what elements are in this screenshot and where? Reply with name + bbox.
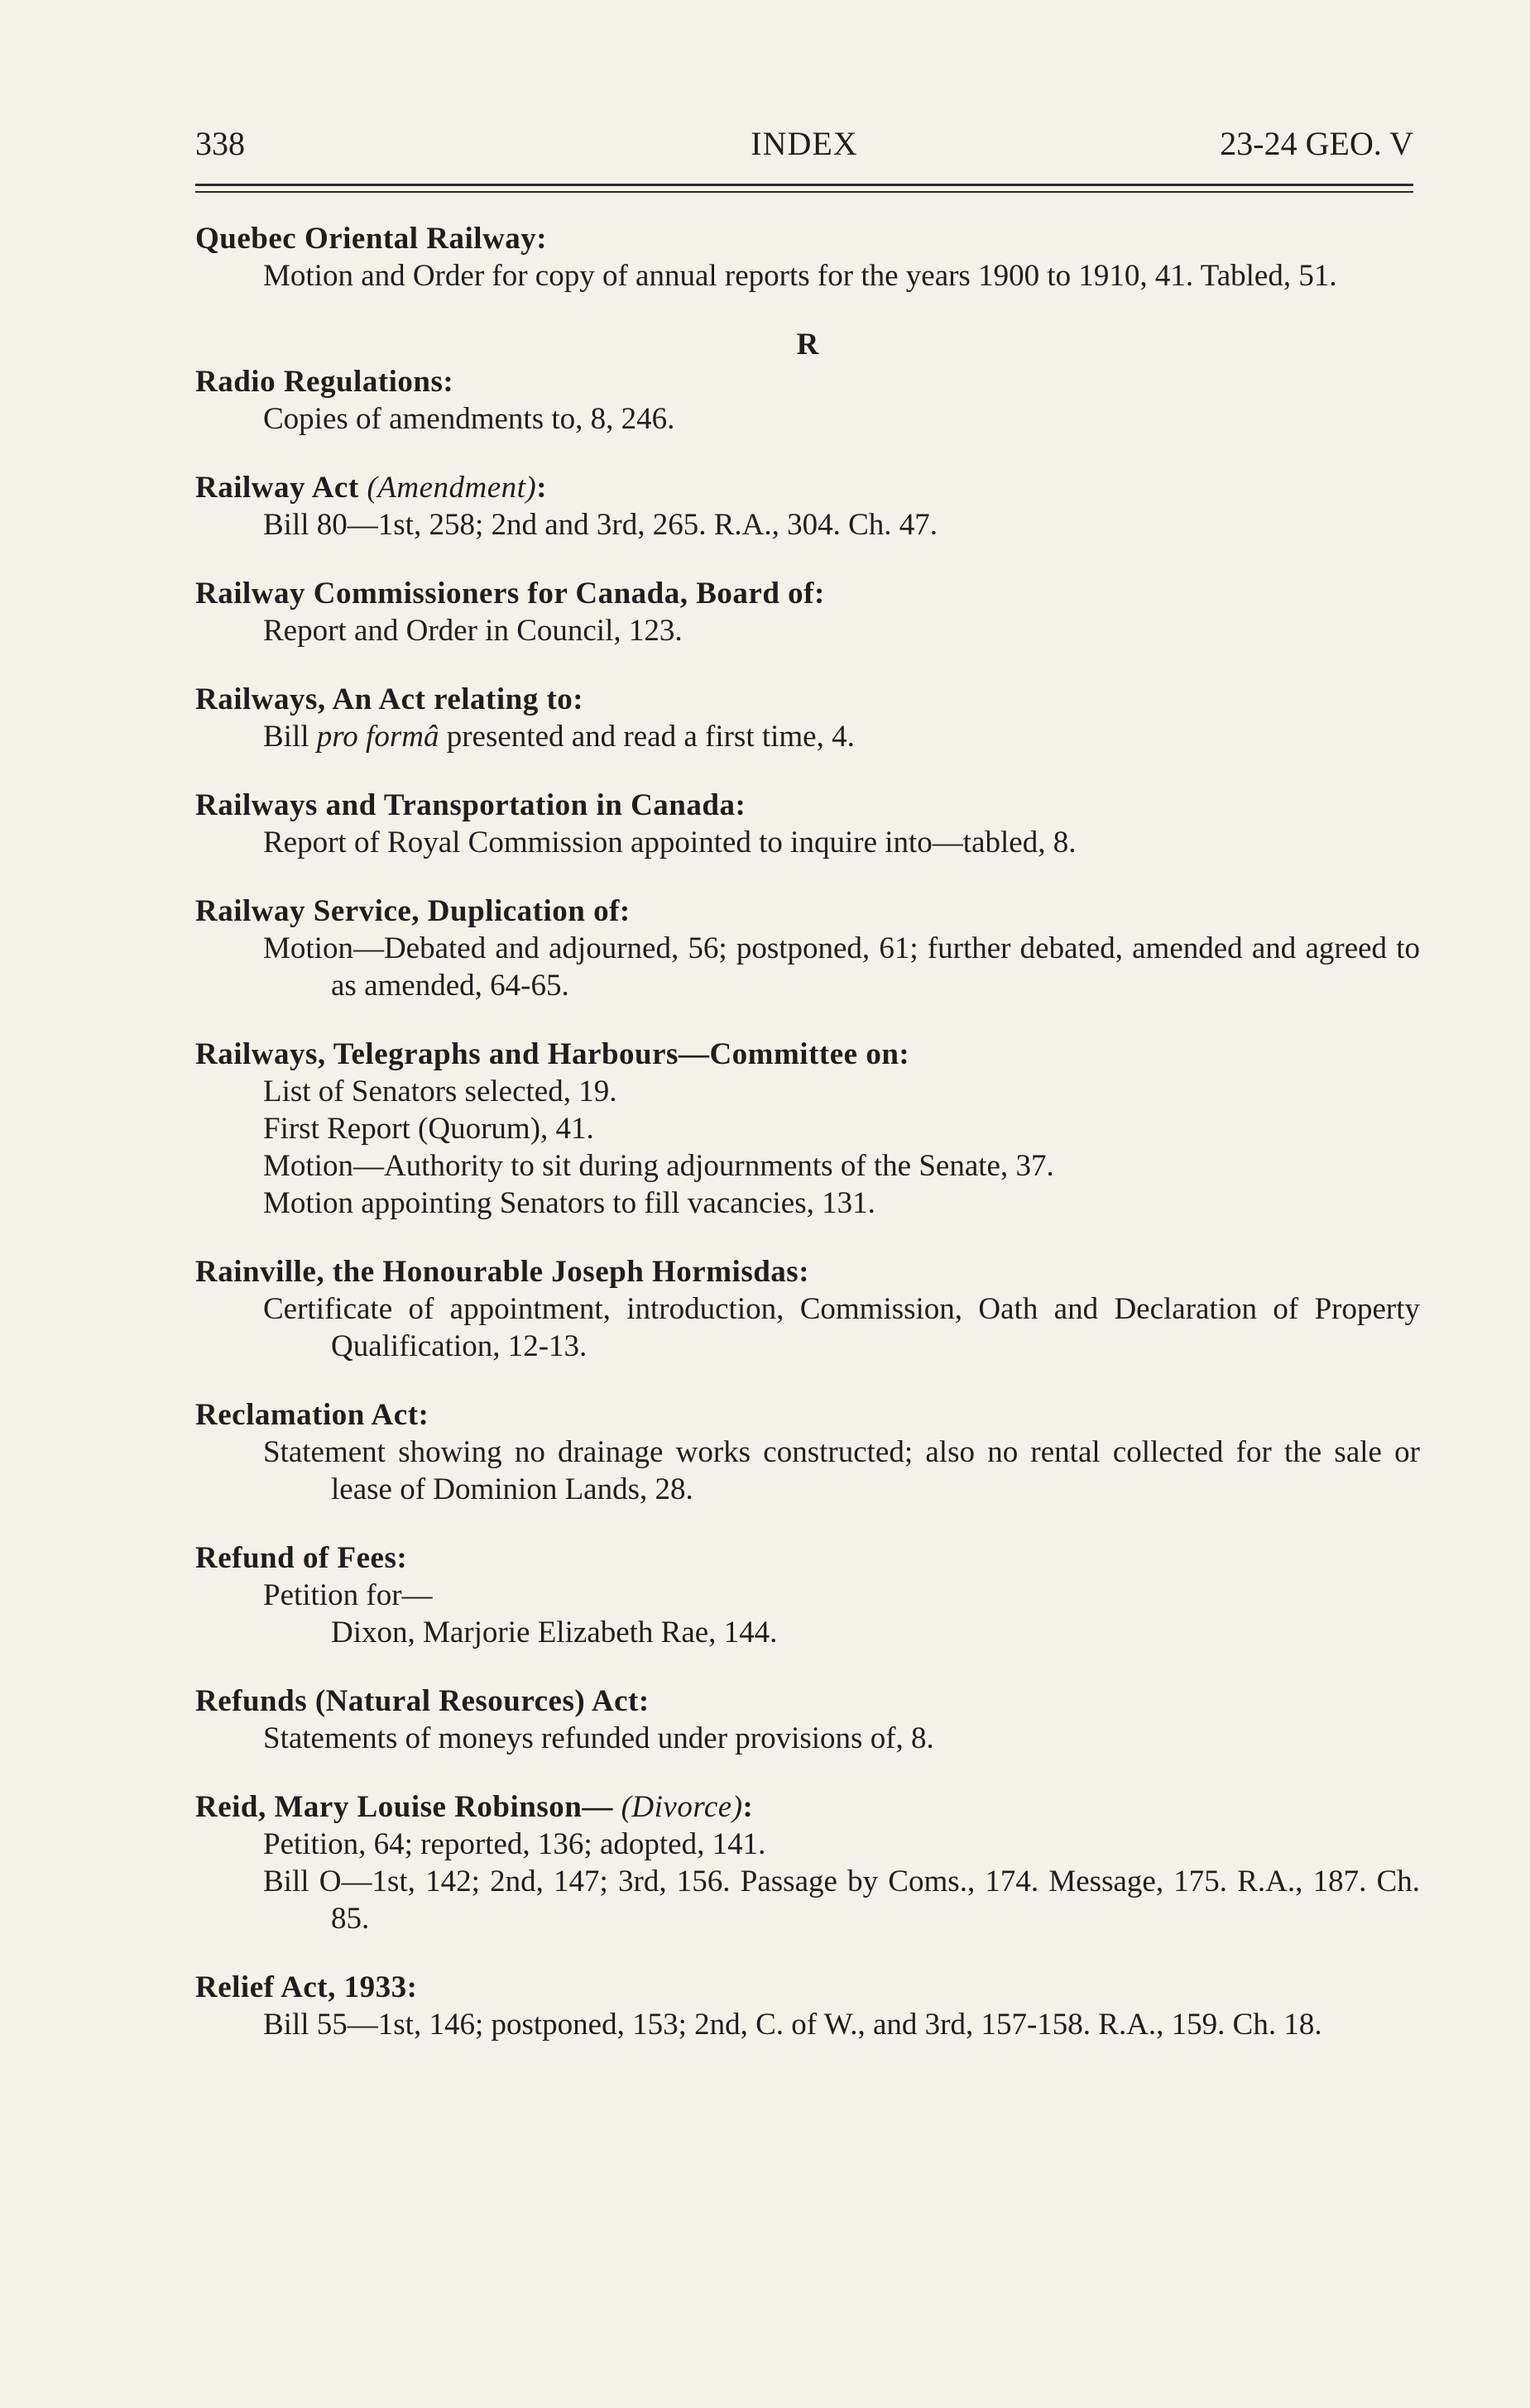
entry-line: Motion appointing Senators to fill vacancies, 131. (263, 1186, 875, 1220)
entry-heading (195, 363, 1420, 400)
entry-heading-text: Radio Regulations: (195, 365, 454, 399)
entry-heading (195, 220, 1420, 257)
entry-heading-text: Railways and Transportation in Canada: (195, 788, 746, 822)
entry-heading (195, 1396, 1420, 1434)
entry-heading-text: Reclamation Act: (195, 1398, 429, 1432)
entry-heading (195, 681, 1420, 718)
entry-line-italic: pro formâ (316, 720, 439, 754)
entry-heading-text: Railway Commissioners for Canada, Board of: (195, 577, 825, 610)
entry-line: First Report (Quorum), 41. (263, 1112, 594, 1146)
entry-heading-text: Refunds (Natural Resources) Act: (195, 1684, 650, 1718)
entry-heading (195, 469, 1420, 506)
page-number: 338 (195, 125, 245, 162)
session-label: 23-24 GEO. V (1220, 125, 1413, 162)
index-entry (195, 1036, 1420, 1222)
entry-line: Motion—Debated and adjourned, 56; postponed, 61; further debated, amended and agreed to as amended, 64-65. (263, 931, 1420, 1003)
entry-line: List of Senators selected, 19. (263, 1075, 617, 1108)
entry-heading-italic: (Divorce) (621, 1790, 743, 1824)
entry-heading (195, 1253, 1420, 1290)
index-entry (195, 363, 1420, 438)
entry-heading (195, 1683, 1420, 1720)
index-entry (195, 1396, 1420, 1508)
index-entry (195, 681, 1420, 755)
index-entry (195, 1253, 1420, 1365)
entries-before-section (195, 220, 1420, 294)
index-entry (195, 1969, 1420, 2043)
header-rule-top (195, 184, 1413, 186)
entry-line: Motion—Authority to sit during adjournments of the Senate, 37. (263, 1149, 1054, 1183)
entry-line: Certificate of appointment, introduction, Commission, Oath and Declaration of Property Qualification, 12-13. (263, 1292, 1420, 1363)
page-title: INDEX (751, 125, 858, 162)
entry-line: Bill 80—1st, 258; 2nd and 3rd, 265. R.A., 304. Ch. 47. (263, 508, 938, 542)
entry-heading-text: Reid, Mary Louise Robinson— (195, 1790, 613, 1824)
entry-line (195, 718, 1420, 755)
entry-line: Copies of amendments to, 8, 246. (263, 402, 675, 436)
index-entry (195, 469, 1420, 543)
index-entry (195, 1788, 1420, 1937)
entry-heading-text: Railway Service, Duplication of: (195, 894, 631, 928)
page-header (195, 121, 1413, 167)
entry-heading (195, 787, 1420, 824)
entry-heading-suffix: : (536, 471, 548, 505)
entry-heading (195, 893, 1420, 930)
section-letter: R (796, 328, 819, 361)
entry-heading-text: Relief Act, 1933: (195, 1970, 418, 2004)
index-entry (195, 1539, 1420, 1651)
entry-line: Bill 55—1st, 146; postponed, 153; 2nd, C. of W., and 3rd, 157-158. R.A., 159. Ch. 18. (263, 2008, 1322, 2042)
entry-heading-text: Railway Act (195, 471, 359, 505)
index-entry (195, 575, 1420, 649)
entry-heading-italic: (Amendment) (367, 471, 537, 505)
entry-line: Statements of moneys refunded under provisions of, 8. (263, 1721, 934, 1755)
entry-heading (195, 575, 1420, 612)
index-entries (195, 363, 1420, 2043)
index-entry (195, 787, 1420, 861)
index-entry (195, 220, 1420, 294)
entry-heading-text: Quebec Oriental Railway: (195, 222, 548, 256)
entry-subline: Dixon, Marjorie Elizabeth Rae, 144. (331, 1616, 778, 1649)
entry-heading (195, 1969, 1420, 2006)
header-rule-bottom (195, 191, 1413, 193)
entry-heading-suffix: : (742, 1790, 754, 1824)
index-content (195, 220, 1420, 2075)
entry-line: Motion and Order for copy of annual reports for the years 1900 to 1910, 41. Tabled, 51. (263, 259, 1337, 293)
entry-heading-text: Refund of Fees: (195, 1541, 408, 1575)
entry-line: Petition for— (263, 1578, 433, 1612)
entry-heading-text: Railways, Telegraphs and Harbours—Committee on: (195, 1037, 910, 1071)
entry-line-text: Bill (263, 720, 317, 754)
entry-line: Petition, 64; reported, 136; adopted, 141. (263, 1827, 766, 1861)
entry-heading (195, 1539, 1420, 1577)
entry-line: Report of Royal Commission appointed to inquire into—tabled, 8. (263, 826, 1077, 859)
entry-heading-text: Rainville, the Honourable Joseph Hormisdas: (195, 1255, 810, 1289)
entry-line: Statement showing no drainage works constructed; also no rental collected for the sale or lease of Dominion Lands, 28. (263, 1435, 1420, 1506)
entry-heading-text: Railways, An Act relating to: (195, 682, 584, 716)
index-entry (195, 1683, 1420, 1757)
entry-heading (195, 1036, 1420, 1073)
entry-line-text: presented and read a first time, 4. (439, 720, 855, 754)
entry-heading (195, 1788, 1420, 1826)
entry-line: Report and Order in Council, 123. (263, 614, 683, 648)
index-entry (195, 893, 1420, 1004)
entry-line: Bill O—1st, 142; 2nd, 147; 3rd, 156. Passage by Coms., 174. Message, 175. R.A., 187. Ch. 85. (263, 1865, 1420, 1936)
